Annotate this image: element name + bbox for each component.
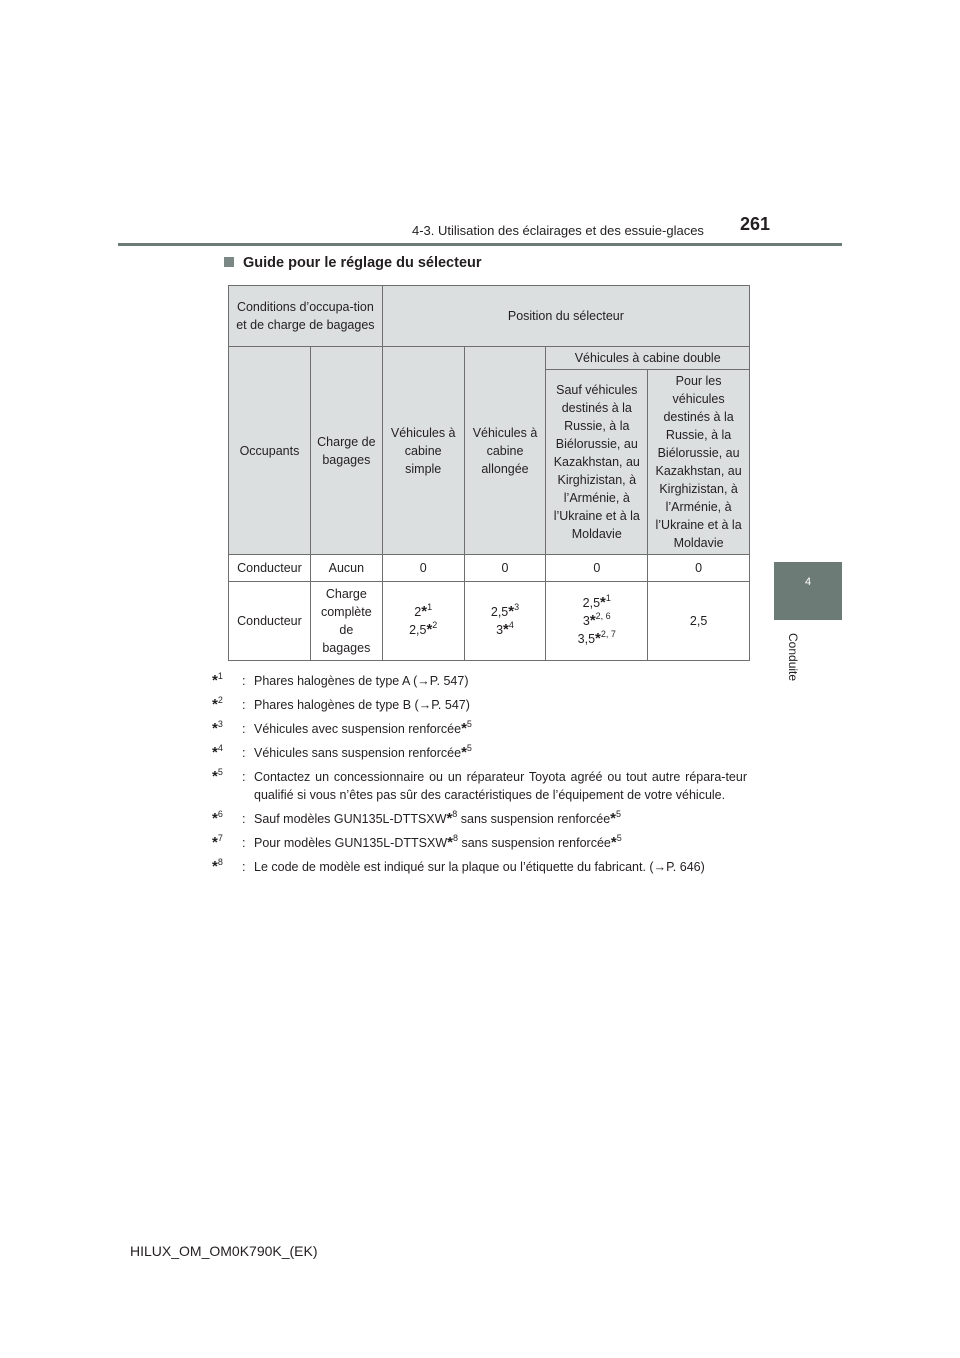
chapter-tab-label: Conduite xyxy=(786,633,800,682)
header-sauf-vehicules: Sauf véhicules destinés à la Russie, à la Biélorussie, au Kazakhstan, au Kirghizistan, à l’Arménie, à l’Ukraine et à la Moldavie xyxy=(546,370,648,555)
cell-allongee: 0 xyxy=(464,555,546,582)
footnote: *$^2$ : Phares halogènes de type B (→P. 547) xyxy=(212,695,470,713)
footnote: *$^1$ : Phares halogènes de type A (→P. 547) xyxy=(212,671,469,689)
cell-charge: Aucun xyxy=(310,555,382,582)
footnotes xyxy=(212,672,747,882)
footnote: *$^6$ : Sauf modèles GUN135L-DTTSXW*$^8$ sans suspension renforcée*$^5$ xyxy=(212,809,622,827)
running-header-section: 4-3. Utilisation des éclairages et des essuie-glaces xyxy=(412,223,704,238)
header-position: Position du sélecteur xyxy=(382,286,749,347)
header-conditions: Conditions d’occupa-tion et de charge de bagages xyxy=(229,286,383,347)
table-header-row xyxy=(229,286,750,347)
header-cabine-allongee: Véhicules à cabine allongée xyxy=(464,347,546,555)
cell-charge: Charge complète de bagages xyxy=(310,582,382,661)
section-title-text: Guide pour le réglage du sélecteur xyxy=(243,255,482,271)
table-subheader-row xyxy=(229,347,750,370)
header-cabine-double: Véhicules à cabine double xyxy=(546,347,750,370)
cell-occupants: Conducteur xyxy=(229,555,311,582)
header-pour-vehicules: Pour les véhicules destinés à la Russie, à la Biélorussie, au Kazakhstan, au Kirghizistan, à l’Arménie, à l’Ukraine et à la Moldavie xyxy=(648,370,750,555)
header-occupants: Occupants xyxy=(229,347,311,555)
document-footer-code: HILUX_OM_OM0K790K_(EK) xyxy=(130,1243,318,1259)
footnote: *$^7$ : Pour modèles GUN135L-DTTSXW*$^8$ sans suspension renforcée*$^5$ xyxy=(212,833,622,851)
section-title xyxy=(224,255,482,271)
square-bullet-icon xyxy=(224,257,234,267)
selector-guide-table xyxy=(228,285,750,661)
header-rule xyxy=(118,243,842,246)
cell-occupants: Conducteur xyxy=(229,582,311,661)
header-charge: Charge de bagages xyxy=(310,347,382,555)
table-row xyxy=(229,555,750,582)
cell-simple: 0 xyxy=(382,555,464,582)
chapter-tab-number: 4 xyxy=(804,576,812,588)
footnote: *$^4$ : Véhicules sans suspension renforcée*$^5$ xyxy=(212,743,472,761)
cell-simple: 2*$^1$ 2,5*$^2$ xyxy=(382,582,464,661)
page-number: 261 xyxy=(740,214,771,234)
table-row xyxy=(229,582,750,661)
cell-sauf: 2,5*$^1$ 3*$^{2, 6}$ 3,5*$^{2, 7}$ xyxy=(546,582,648,661)
cell-sauf: 0 xyxy=(546,555,648,582)
header-cabine-simple: Véhicules à cabine simple xyxy=(382,347,464,555)
cell-allongee: 2,5*$^3$ 3*$^4$ xyxy=(464,582,546,661)
footnote: *$^3$ : Véhicules avec suspension renforcée*$^5$ xyxy=(212,719,472,737)
cell-pour: 2,5 xyxy=(648,582,750,661)
footnote: *$^8$ : Le code de modèle est indiqué sur la plaque ou l’étiquette du fabricant. (→P. 646) xyxy=(212,857,705,875)
chapter-tab xyxy=(774,562,842,620)
footnote: *$^5$ : Contactez un concessionnaire ou un réparateur Toyota agréé ou tout autre répara-teur qualifié si vous n’êtes pas sûr des caractéristiques de l’équipement de votre véhicule. xyxy=(212,767,747,802)
cell-pour: 0 xyxy=(648,555,750,582)
